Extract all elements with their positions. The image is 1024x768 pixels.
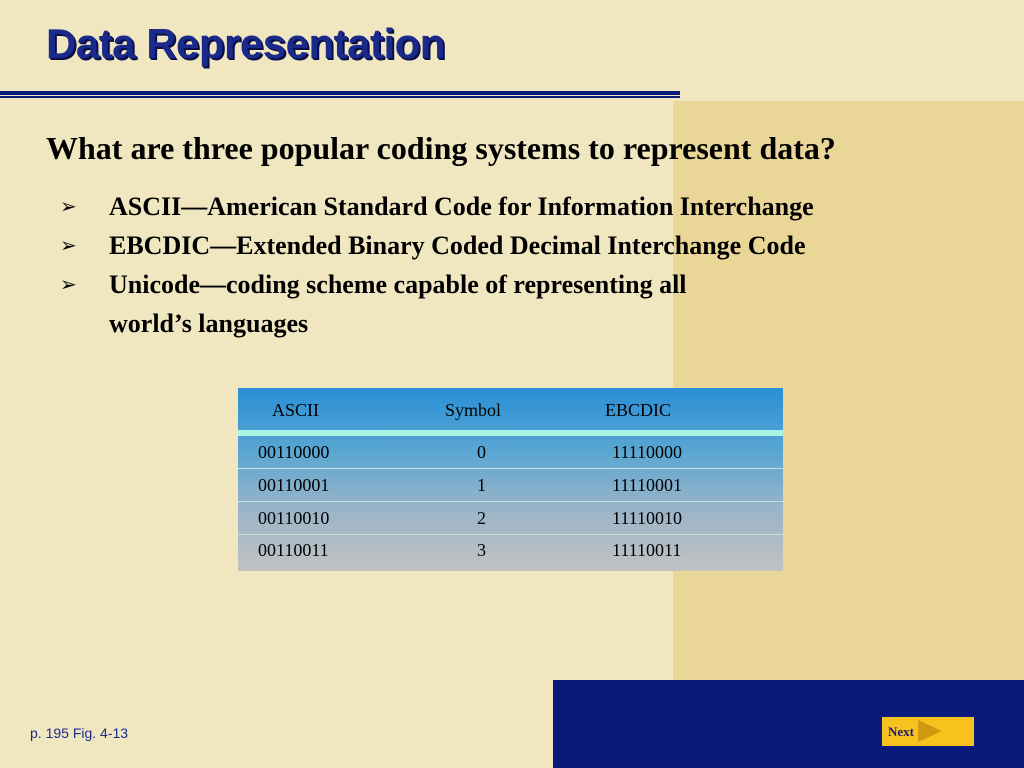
bullet-text: ASCII—American Standard Code for Information Interchange bbox=[109, 192, 814, 221]
header-symbol: Symbol bbox=[445, 400, 502, 420]
cell-symbol: 0 bbox=[477, 442, 486, 462]
bullet-unicode bbox=[60, 265, 969, 343]
header-ebcdic: EBCDIC bbox=[605, 400, 672, 420]
slide-question: What are three popular coding systems to represent data? bbox=[46, 130, 836, 166]
page-reference: p. 195 Fig. 4-13 bbox=[30, 725, 129, 741]
table-row bbox=[238, 502, 783, 535]
cell-symbol: 1 bbox=[477, 475, 486, 495]
table-header bbox=[238, 388, 783, 432]
cell-ascii: 00110010 bbox=[258, 508, 330, 528]
table-row bbox=[238, 436, 783, 469]
cell-ebcdic: 11110001 bbox=[612, 475, 682, 495]
arrow-bullet-icon: ➢ bbox=[60, 194, 77, 218]
bullet-list bbox=[60, 187, 969, 343]
cell-ebcdic: 11110010 bbox=[612, 508, 682, 528]
cell-ebcdic: 11110011 bbox=[612, 540, 682, 560]
table-row bbox=[238, 534, 783, 566]
cell-symbol: 3 bbox=[477, 540, 486, 560]
table-row bbox=[238, 469, 783, 502]
cell-ascii: 00110000 bbox=[258, 442, 330, 462]
title-rule-thin bbox=[0, 96, 680, 98]
next-button[interactable] bbox=[882, 717, 974, 746]
arrow-bullet-icon: ➢ bbox=[60, 272, 77, 296]
cell-ebcdic: 11110000 bbox=[612, 442, 682, 462]
cell-ascii: 00110011 bbox=[258, 540, 329, 560]
title-rule-thick bbox=[0, 91, 680, 95]
next-arrow-icon bbox=[918, 720, 942, 742]
bullet-ebcdic bbox=[60, 226, 969, 265]
bullet-text: Unicode—coding scheme capable of representing all bbox=[109, 270, 687, 299]
cell-symbol: 2 bbox=[477, 508, 486, 528]
coding-table bbox=[238, 388, 783, 571]
header-ascii: ASCII bbox=[272, 400, 320, 420]
arrow-bullet-icon: ➢ bbox=[60, 233, 77, 257]
cell-ascii: 00110001 bbox=[258, 475, 330, 495]
bullet-text: EBCDIC—Extended Binary Coded Decimal Interchange Code bbox=[109, 231, 806, 260]
bullet-ascii bbox=[60, 187, 969, 226]
bullet-text-continuation: world’s languages bbox=[109, 309, 309, 338]
next-button-label: Next bbox=[888, 724, 914, 739]
slide-title: Data Representation bbox=[46, 20, 445, 67]
